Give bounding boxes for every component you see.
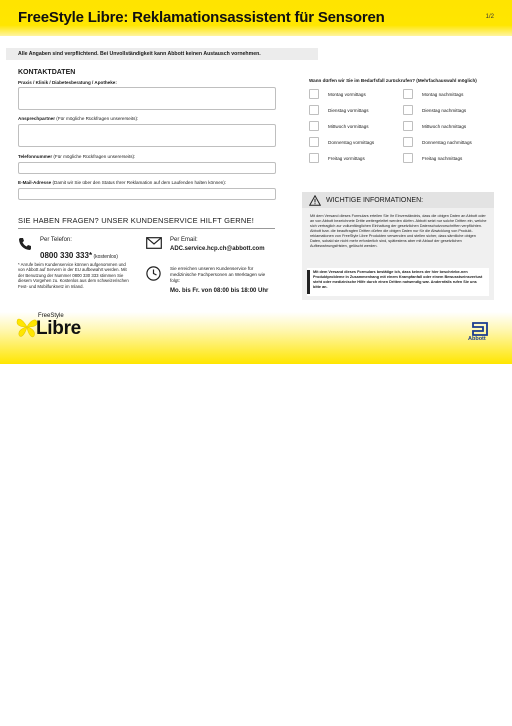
checkbox-tue-pm[interactable] bbox=[403, 105, 413, 115]
checkbox-label: Montag nachmittags bbox=[422, 92, 464, 97]
warning-icon bbox=[309, 195, 321, 206]
page-number: 1/2 bbox=[485, 14, 494, 20]
divider bbox=[18, 228, 275, 229]
phone-field[interactable] bbox=[18, 162, 276, 174]
mail-icon bbox=[146, 237, 162, 249]
phone-footnote: * Anrufe beim Kundenservice können aufgenommen und von Abbott auf Servern in der EU aufbewahrt werden. Mit der Benutzung der Nummer 0800 330 333 stimmen Sie diesem Vorgehen zu. Kostenlos aus dem schweizerischen Fest- und Mobilfunknetz im Inland. bbox=[18, 262, 129, 289]
info-header bbox=[302, 192, 494, 208]
contact-person-label: Ansprechpartner (Für mögliche Rückfragen unsererseits): bbox=[18, 116, 139, 121]
checkbox-tue-am[interactable] bbox=[309, 105, 319, 115]
hours-text: Sie erreichen unseren Kundenservice für medizinische Fachpersonen an Werktagen wie folgt: bbox=[170, 266, 266, 283]
checkbox-fri-pm[interactable] bbox=[403, 153, 413, 163]
callback-question: Wann dürfen wir Sie im Bedarfsfall zurückrufen? (Mehrfachauswahl möglich) bbox=[309, 78, 477, 83]
important-info-box bbox=[302, 192, 494, 300]
checkbox-label: Dienstag nachmittags bbox=[422, 108, 467, 113]
checkbox-label: Donnerstag vormittags bbox=[328, 140, 375, 145]
practice-field[interactable] bbox=[18, 87, 276, 110]
page-title: FreeStyle Libre: Reklamationsassistent für Sensoren bbox=[18, 9, 385, 26]
phone-number-line bbox=[40, 245, 118, 263]
checkbox-label: Freitag vormittags bbox=[328, 156, 365, 161]
email-label: E-Mail-Adresse (Damit wir Sie über den Status Ihrer Reklamation auf dem Laufenden halten können): bbox=[18, 180, 227, 185]
header-bar bbox=[0, 0, 512, 36]
info-paragraph: Mit dem Versand dieses Formulars erteilen Sie Ihr Einverständnis, dass die obigen Daten an Abbott oder an von Abbott bezeichnete Dritte weitergeleitet werden dürfen. Abbott setzt nur solche Dritten ein, welche sich vertraglich zur vollumfänglichen Einhaltung der gesetzlichen Datenschutzvorschriften verpflichten. Abbott bzw. die beauftragten Dritten dürfen die obigen Daten nur für die Abwicklung von Produkt-reklamationen von FreeStyle Libre Produkten verwenden und stellen sicher, dass sämtliche obigen Daten, sobald sie nicht mehr erforderlich sind, spätestens aber mit Ablauf der gesetzlichen Aufbewahrungsfristen, gelöscht werden. bbox=[310, 214, 487, 248]
practice-label: Praxis / Klinik / Diabetesberatung / Apotheke: bbox=[18, 80, 117, 85]
libre-butterfly-logo-icon bbox=[16, 314, 38, 340]
checkbox-label: Freitag nachmittags bbox=[422, 156, 463, 161]
info-confirmation bbox=[307, 268, 489, 296]
checkbox-wed-pm[interactable] bbox=[403, 121, 413, 131]
phone-icon bbox=[18, 237, 32, 251]
checkbox-label: Mittwoch vormittags bbox=[328, 124, 369, 129]
phone-by-label: Per Telefon: bbox=[40, 237, 72, 243]
service-hours: Mo. bis Fr. von 08:00 bis 18:00 Uhr bbox=[170, 288, 269, 294]
contact-heading: KONTAKTDATEN bbox=[18, 69, 76, 76]
info-accent-bar bbox=[307, 270, 310, 294]
checkbox-fri-am[interactable] bbox=[309, 153, 319, 163]
phone-free: (kostenlos) bbox=[92, 254, 118, 260]
email-by-label: Per Email: bbox=[170, 237, 198, 243]
contact-person-field[interactable] bbox=[18, 124, 276, 147]
checkbox-label: Montag vormittags bbox=[328, 92, 366, 97]
clock-icon bbox=[146, 266, 161, 281]
email-field[interactable] bbox=[18, 188, 276, 200]
checkbox-mon-am[interactable] bbox=[309, 89, 319, 99]
mandatory-notice: Alle Angaben sind verpflichtend. Bei Unvollständigkeit kann Abbott keinen Austausch vornehmen. bbox=[6, 48, 318, 60]
info-heading: WICHTIGE INFORMATIONEN: bbox=[326, 197, 424, 204]
info-confirmation-text: Mit dem Versand dieses Formulars bestätige ich, dass keines der hier beschriebe-nen Produktprobleme in Zusammenhang mit einem Krampfanfall oder einem Bewusstseinsverlust steht oder medizinische Hilfe durch einen Dritten notwendig war. Andernfalls rufen Sie uns bitte an. bbox=[313, 270, 483, 289]
service-heading: SIE HABEN FRAGEN? UNSER KUNDENSERVICE HILFT GERNE! bbox=[18, 216, 255, 225]
checkbox-label: Mittwoch nachmittags bbox=[422, 124, 467, 129]
service-email[interactable]: ADC.service.hcp.ch@abbott.com bbox=[170, 246, 265, 252]
phone-label: Telefonnummer (Für mögliche Rückfragen unsererseits): bbox=[18, 154, 136, 159]
brand-freestyle: FreeStyle bbox=[38, 313, 64, 319]
checkbox-mon-pm[interactable] bbox=[403, 89, 413, 99]
checkbox-label: Donnerstag nachmittags bbox=[422, 140, 472, 145]
abbott-logo-icon bbox=[472, 322, 488, 336]
checkbox-label: Dienstag vormittags bbox=[328, 108, 369, 113]
brand-libre: Libre bbox=[36, 318, 81, 339]
checkbox-thu-pm[interactable] bbox=[403, 137, 413, 147]
checkbox-wed-am[interactable] bbox=[309, 121, 319, 131]
phone-number: 0800 330 333* bbox=[40, 251, 93, 260]
checkbox-thu-am[interactable] bbox=[309, 137, 319, 147]
brand-abbott: Abbott bbox=[468, 336, 486, 342]
